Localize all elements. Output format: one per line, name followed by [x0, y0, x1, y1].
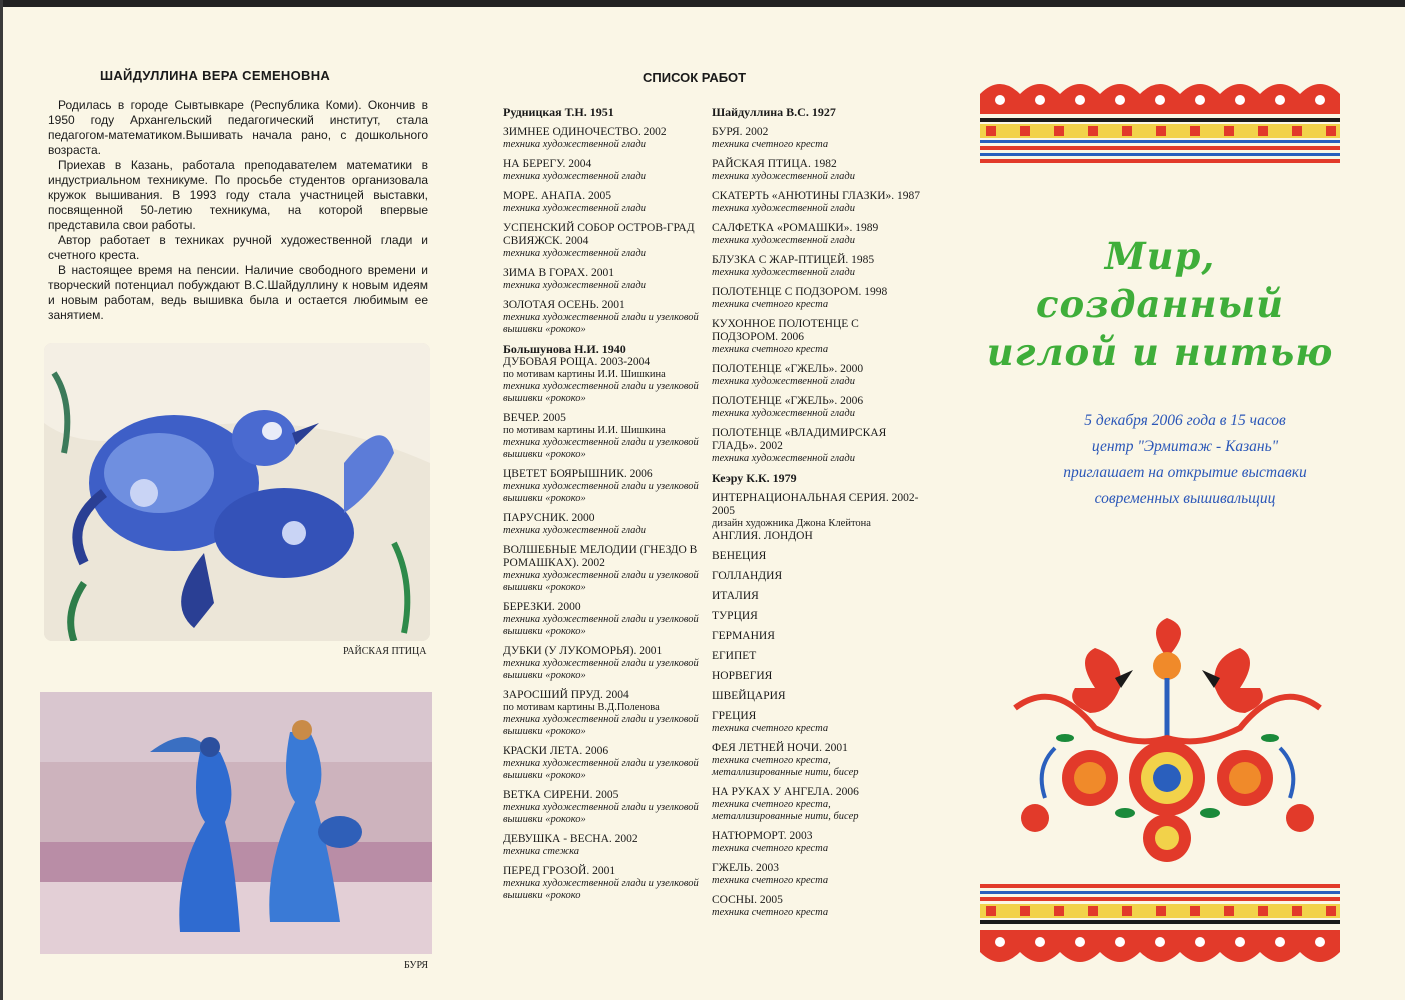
work-title: РАЙСКАЯ ПТИЦА. 1982 [712, 158, 837, 170]
work-technique: техника счетного креста [712, 843, 829, 854]
work-title: ВЕНЕЦИЯ [712, 550, 767, 562]
list-item [712, 395, 922, 420]
invitation-text [1010, 408, 1360, 512]
ornament-border-bottom [980, 880, 1340, 974]
work-technique: техника художественной глади [503, 280, 646, 291]
work-title: МОРЕ. АНАПА. 2005 [503, 190, 611, 202]
list-item [503, 126, 703, 151]
list-item [712, 590, 922, 603]
list-item [503, 267, 703, 292]
work-technique: техника счетного креста [712, 139, 829, 150]
list-item [503, 601, 703, 638]
work-technique: техника художественной глади [503, 171, 646, 182]
work-technique: техника художественной глади и узелковой вышивки «рококо» [503, 570, 699, 593]
work-title: НА БЕРЕГУ. 2004 [503, 158, 592, 170]
work-technique: техника художественной глади [712, 171, 855, 182]
bio-title: ШАЙДУЛЛИНА ВЕРА СЕМЕНОВНА [100, 68, 331, 83]
invitation-line: современных вышивальщиц [1094, 490, 1276, 507]
exhibition-title-line: Мир, созданный [1035, 234, 1285, 326]
work-title: ГЕРМАНИЯ [712, 630, 775, 642]
list-item [712, 630, 922, 643]
work-title: ВЕЧЕР. 2005 [503, 412, 566, 424]
work-title: КУХОННОЕ ПОЛОТЕНЦЕ С ПОДЗОРОМ. 2006 [712, 318, 859, 343]
list-item [503, 412, 703, 461]
list-item [712, 126, 922, 151]
bio-paragraph: Родилась в городе Сывтывкаре (Республика Коми). Окончив в 1950 году Архангельский педагогический институт, стала педагогом-математиком.Вышивать начала рано, с дошкольного возраста. [48, 98, 428, 157]
work-title: САЛФЕТКА «РОМАШКИ». 1989 [712, 222, 879, 234]
caption-bird: РАЙСКАЯ ПТИЦА [343, 646, 427, 657]
work-technique: техника художественной глади [503, 248, 646, 259]
work-technique: техника счетного креста, металлизированные нити, бисер [712, 755, 859, 778]
page-top-edge [0, 0, 1405, 7]
list-item [503, 745, 703, 782]
work-technique: техника счетного креста, металлизированные нити, бисер [712, 799, 859, 822]
works-column-b [712, 106, 922, 926]
list-item [712, 570, 922, 583]
invitation-line: центр "Эрмитаж - Казань" [1091, 438, 1279, 455]
list-item [712, 830, 922, 855]
author-name: Шайдуллина В.С. 1927 [712, 105, 836, 119]
work-note: по мотивам картины И.И. Шишкина [503, 425, 666, 436]
work-title: ЗОЛОТАЯ ОСЕНЬ. 2001 [503, 299, 625, 311]
work-title: ФЕЯ ЛЕТНЕЙ НОЧИ. 2001 [712, 742, 848, 754]
list-item [503, 865, 703, 902]
work-technique: техника художественной глади и узелковой вышивки «рококо» [503, 714, 699, 737]
list-item [503, 689, 703, 738]
list-item [503, 468, 703, 505]
work-technique: техника счетного креста [712, 299, 829, 310]
embroidery-photo-storm [40, 692, 432, 954]
list-item [712, 670, 922, 683]
work-title: БЕРЕЗКИ. 2000 [503, 601, 581, 613]
list-item [712, 158, 922, 183]
list-item [503, 789, 703, 826]
work-title: ДУБКИ (У ЛУКОМОРЬЯ). 2001 [503, 645, 663, 657]
work-title: ДУБОВАЯ РОЩА. 2003-2004 [503, 356, 651, 368]
list-item [503, 158, 703, 183]
embroidery-photo-bird [44, 343, 430, 641]
work-title: БУРЯ. 2002 [712, 126, 769, 138]
work-technique: техника стежка [503, 846, 580, 857]
work-note: по мотивам картины В.Д.Поленова [503, 702, 660, 713]
folk-ornament-birds [995, 618, 1340, 873]
work-technique: техника художественной глади и узелковой вышивки «рококо» [503, 381, 699, 404]
list-item [712, 222, 922, 247]
work-title: НА РУКАХ У АНГЕЛА. 2006 [712, 786, 859, 798]
work-title: ИТАЛИЯ [712, 590, 759, 602]
work-title: ПАРУСНИК. 2000 [503, 512, 595, 524]
list-item [712, 894, 922, 919]
work-title: КРАСКИ ЛЕТА. 2006 [503, 745, 609, 757]
work-title: НАТЮРМОРТ. 2003 [712, 830, 813, 842]
work-title: ПЕРЕД ГРОЗОЙ. 2001 [503, 865, 616, 877]
exhibition-title [975, 232, 1345, 376]
list-item [712, 492, 922, 530]
list-item [503, 544, 703, 594]
list-item [503, 299, 703, 336]
work-title: ЕГИПЕТ [712, 650, 757, 662]
work-title: БЛУЗКА С ЖАР-ПТИЦЕЙ. 1985 [712, 254, 875, 266]
work-technique: техника художественной глади [712, 267, 855, 278]
work-technique: техника счетного креста [712, 723, 829, 734]
list-item [503, 512, 703, 537]
author-name: Большунова Н.И. 1940 [503, 342, 626, 356]
work-technique: техника художественной глади [712, 453, 855, 464]
author-name: Рудницкая Т.Н. 1951 [503, 105, 614, 119]
list-item [712, 318, 922, 356]
list-item [712, 286, 922, 311]
list-item [503, 356, 703, 405]
work-title: ЗИМА В ГОРАХ. 2001 [503, 267, 614, 279]
ornament-border-top [980, 74, 1340, 166]
work-title: НОРВЕГИЯ [712, 670, 773, 682]
list-item [712, 427, 922, 465]
list-item [503, 190, 703, 215]
page-left-edge [0, 0, 3, 1000]
list-item [712, 690, 922, 703]
exhibition-title-line: иглой и нитью [986, 330, 1334, 374]
work-technique: техника художественной глади [503, 525, 646, 536]
bio-paragraph: В настоящее время на пенсии. Наличие свободного времени и творческий потенциал побуждают В.С.Шайдуллину к новым идеям и новым работам, ведь вышивка была и остается любимым ее занятием. [48, 263, 428, 322]
work-title: ЗАРОСШИЙ ПРУД. 2004 [503, 689, 629, 701]
bio-paragraph: Приехав в Казань, работала преподавателем математики в индустриальном техникуме. По просьбе студентов организовала кружок вышивания. В 1993 году стала участницей выставки, посвященной 50-летию техникума, на которой впервые представила свои работы. [48, 158, 428, 232]
work-technique: техника художественной глади [712, 203, 855, 214]
work-technique: техника художественной глади и узелковой вышивки «рококо [503, 878, 699, 901]
work-title: АНГЛИЯ. ЛОНДОН [712, 530, 813, 542]
work-title: ИНТЕРНАЦИОНАЛЬНАЯ СЕРИЯ. 2002-2005 [712, 492, 919, 517]
work-note: по мотивам картины И.И. Шишкина [503, 369, 666, 380]
work-title: ГОЛЛАНДИЯ [712, 570, 783, 582]
work-technique: техника художественной глади и узелковой вышивки «рококо» [503, 802, 699, 825]
work-title: ПОЛОТЕНЦЕ «ВЛАДИМИРСКАЯ ГЛАДЬ». 2002 [712, 427, 887, 452]
work-technique: техника художественной глади и узелковой вышивки «рококо» [503, 481, 699, 504]
work-title: ШВЕЙЦАРИЯ [712, 690, 786, 702]
works-column-a [503, 106, 703, 909]
work-title: ГРЕЦИЯ [712, 710, 757, 722]
work-title: ГЖЕЛЬ. 2003 [712, 862, 779, 874]
work-title: ПОЛОТЕНЦЕ «ГЖЕЛЬ». 2000 [712, 363, 864, 375]
work-note: дизайн художника Джона Клейтона [712, 518, 871, 529]
work-title: ЗИМНЕЕ ОДИНОЧЕСТВО. 2002 [503, 126, 667, 138]
list-item [712, 363, 922, 388]
work-technique: техника художественной глади и узелковой вышивки «рококо» [503, 437, 699, 460]
list-item [503, 645, 703, 682]
work-technique: техника художественной глади [712, 235, 855, 246]
list-item [712, 786, 922, 823]
work-technique: техника художественной глади и узелковой вышивки «рококо» [503, 312, 699, 335]
work-technique: техника художественной глади и узелковой вышивки «рококо» [503, 614, 699, 637]
list-item [712, 710, 922, 735]
caption-storm: БУРЯ [404, 960, 429, 971]
list-item [712, 742, 922, 779]
work-title: СКАТЕРТЬ «АНЮТИНЫ ГЛАЗКИ». 1987 [712, 190, 920, 202]
work-technique: техника художественной глади и узелковой вышивки «рококо» [503, 658, 699, 681]
bio-text [48, 98, 428, 323]
list-item [712, 190, 922, 215]
list-item [712, 530, 922, 543]
work-title: ДЕВУШКА - ВЕСНА. 2002 [503, 833, 638, 845]
list-item [503, 222, 703, 260]
work-title: УСПЕНСКИЙ СОБОР ОСТРОВ-ГРАД СВИЯЖСК. 2004 [503, 222, 695, 247]
list-item [712, 862, 922, 887]
work-title: ПОЛОТЕНЦЕ С ПОДЗОРОМ. 1998 [712, 286, 888, 298]
work-technique: техника художественной глади [503, 203, 646, 214]
invitation-line: 5 декабря 2006 года в 15 часов [1084, 412, 1286, 429]
list-item [712, 254, 922, 279]
work-technique: техника счетного креста [712, 875, 829, 886]
work-technique: техника художественной глади [503, 139, 646, 150]
bio-paragraph: Автор работает в техниках ручной художественной глади и счетного креста. [48, 233, 428, 262]
list-item [503, 833, 703, 858]
work-title: СОСНЫ. 2005 [712, 894, 783, 906]
work-technique: техника художественной глади [712, 408, 855, 419]
author-name: Кеэру К.К. 1979 [712, 471, 797, 485]
work-technique: техника счетного креста [712, 344, 829, 355]
list-item [712, 550, 922, 563]
invitation-line: приглашает на открытие выставки [1063, 464, 1307, 481]
work-technique: техника художественной глади и узелковой вышивки «рококо» [503, 758, 699, 781]
work-title: ЦВЕТЕТ БОЯРЫШНИК. 2006 [503, 468, 653, 480]
work-title: ТУРЦИЯ [712, 610, 758, 622]
works-list-title: СПИСОК РАБОТ [643, 70, 747, 85]
work-title: ПОЛОТЕНЦЕ «ГЖЕЛЬ». 2006 [712, 395, 864, 407]
list-item [712, 650, 922, 663]
work-technique: техника художественной глади [712, 376, 855, 387]
work-technique: техника счетного креста [712, 907, 829, 918]
list-item [712, 610, 922, 623]
work-title: ВОЛШЕБНЫЕ МЕЛОДИИ (ГНЕЗДО В РОМАШКАХ). 2002 [503, 544, 698, 569]
work-title: ВЕТКА СИРЕНИ. 2005 [503, 789, 619, 801]
